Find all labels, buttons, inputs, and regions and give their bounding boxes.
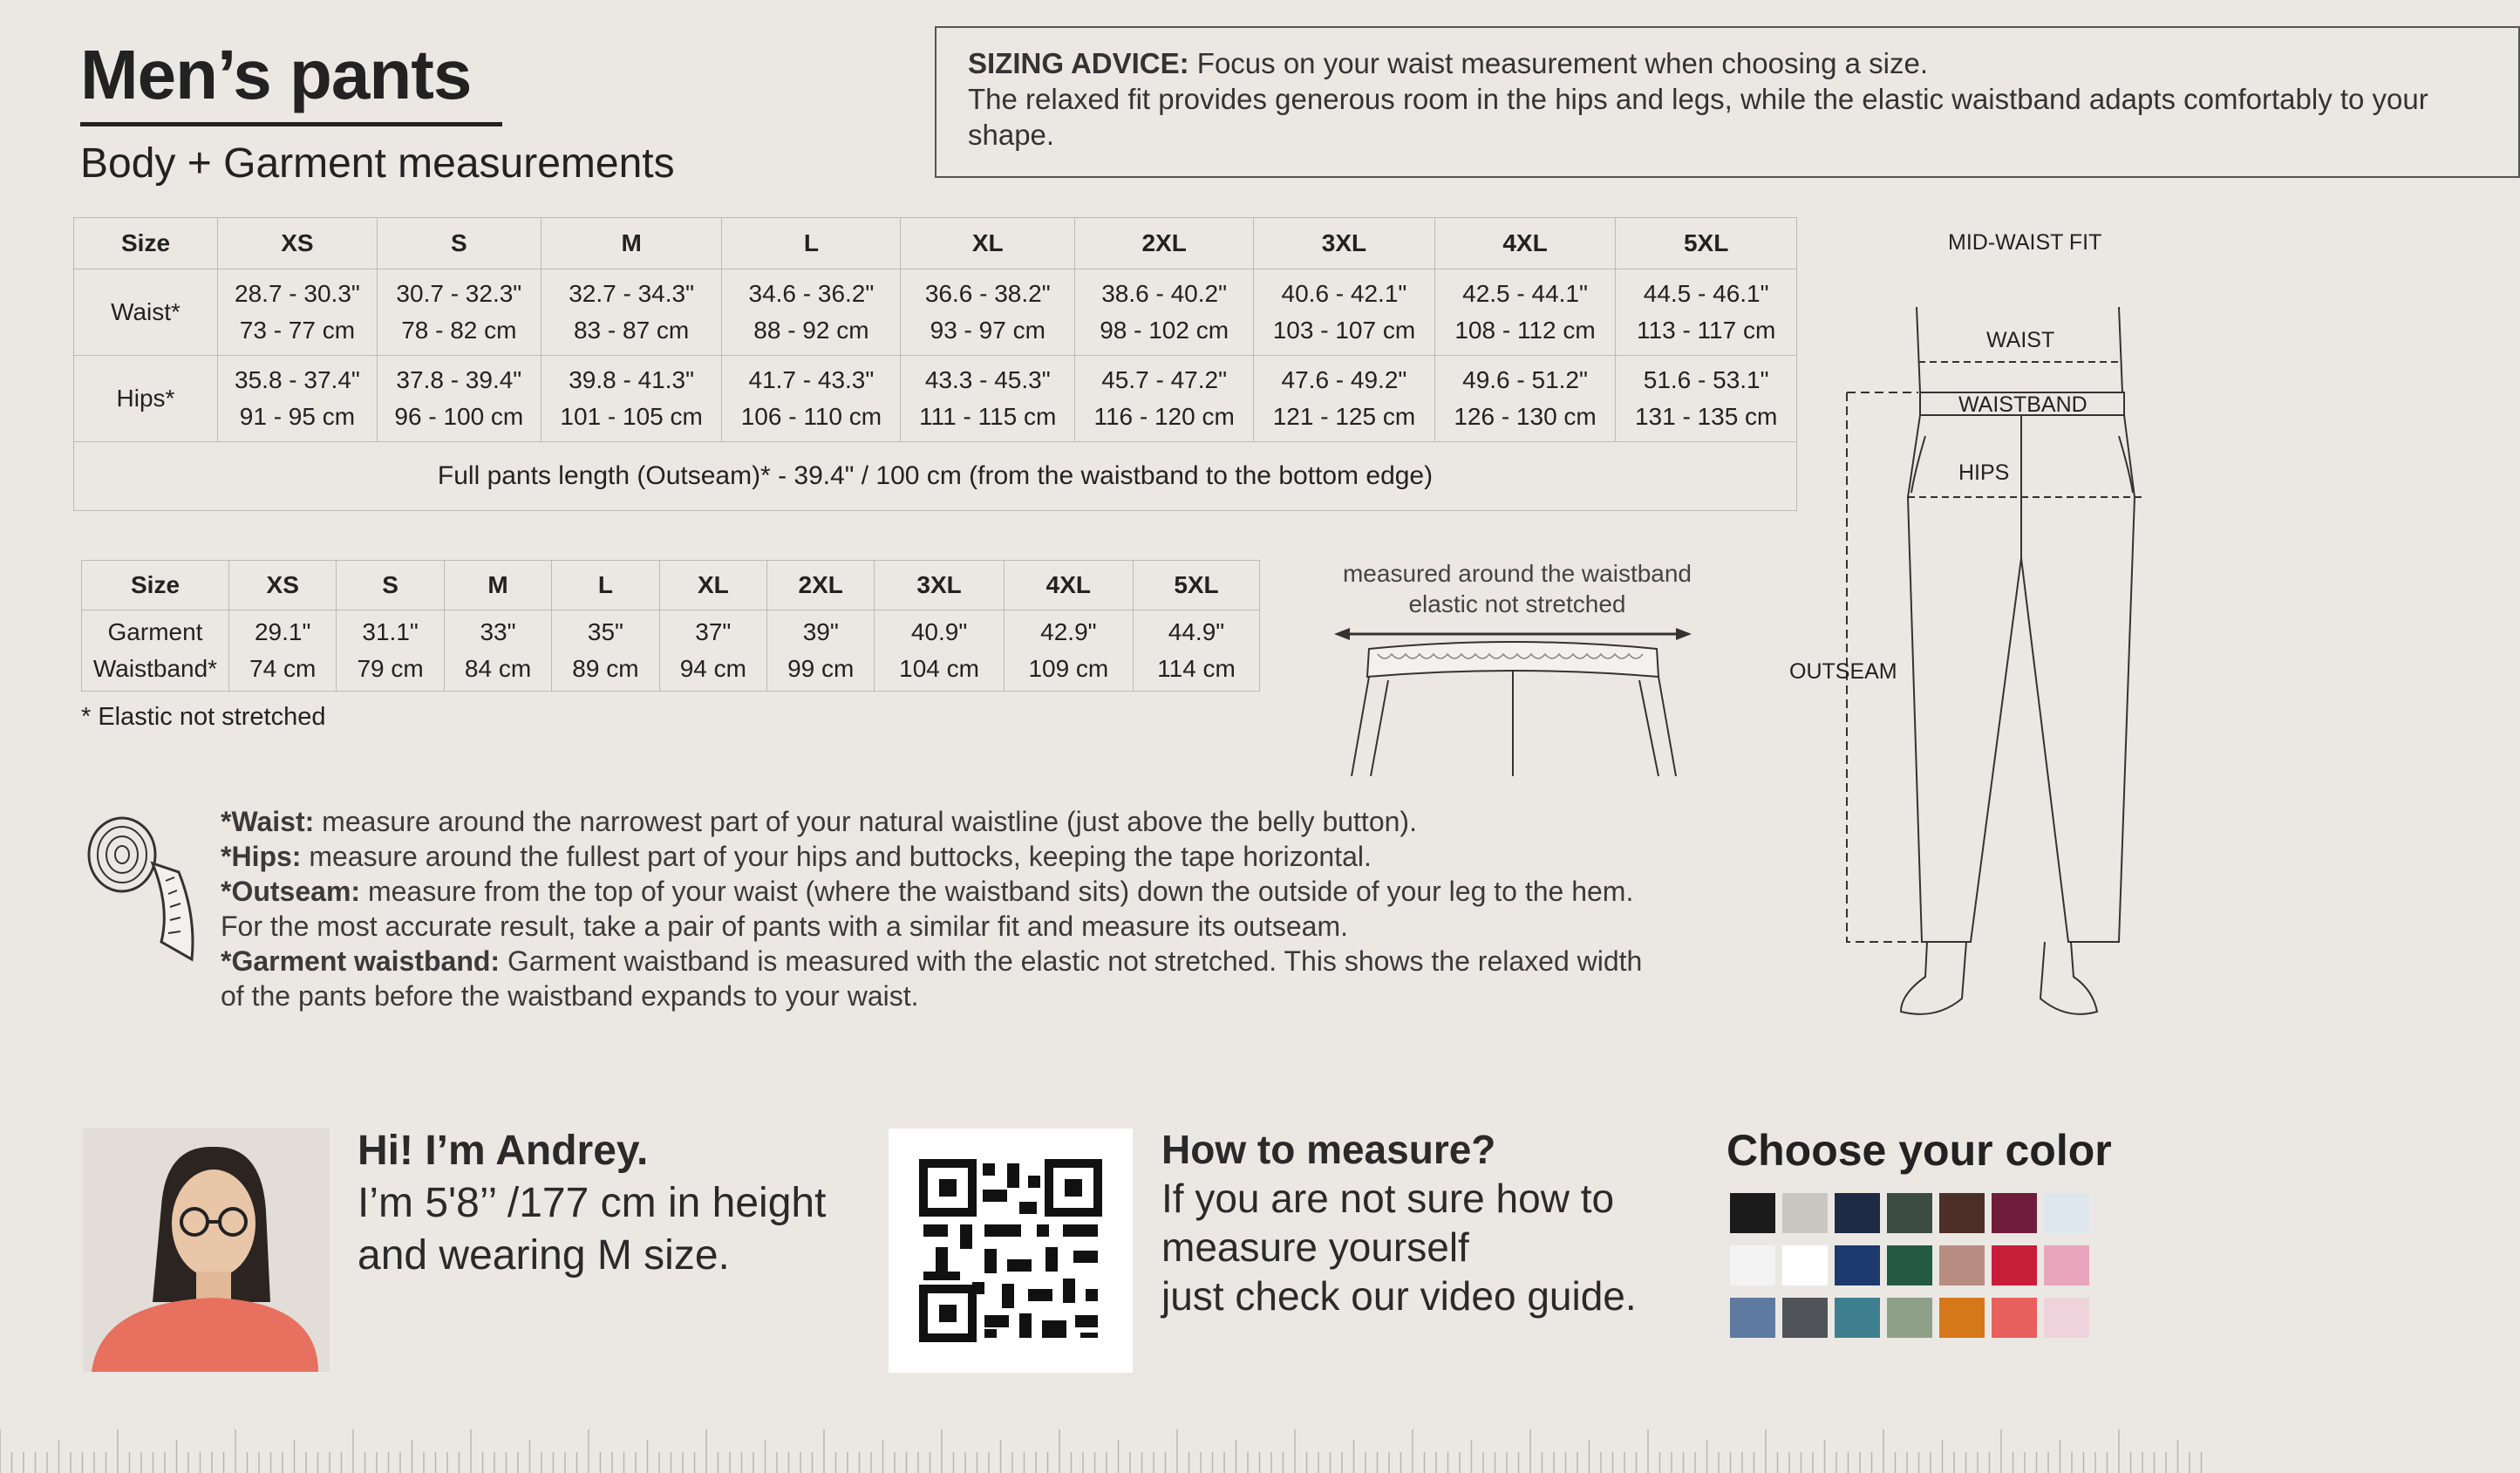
label-waist: WAIST bbox=[1986, 328, 2055, 352]
sizing-advice-box bbox=[935, 26, 2520, 178]
model-intro: Hi! I’m Andrey. I’m 5'8’’ /177 cm in height and wearing M size. bbox=[358, 1128, 827, 1279]
size-col-l: L bbox=[722, 218, 901, 269]
table-cell: 44.5 - 46.1" 113 - 117 cm bbox=[1616, 269, 1797, 356]
color-swatch[interactable] bbox=[1992, 1193, 2037, 1233]
color-swatch[interactable] bbox=[1782, 1193, 1828, 1233]
size-col-3xl: 3XL bbox=[875, 561, 1004, 610]
size-col-5xl: 5XL bbox=[1616, 218, 1797, 269]
color-swatch[interactable] bbox=[1939, 1193, 1985, 1233]
row-label-hips: Hips* bbox=[74, 356, 218, 442]
def-garment-label: *Garment waistband: bbox=[221, 945, 501, 977]
table-cell: 39" 99 cm bbox=[767, 610, 875, 692]
color-swatch[interactable] bbox=[2044, 1298, 2089, 1338]
table-cell: 36.6 - 38.2" 93 - 97 cm bbox=[901, 269, 1075, 356]
measurement-definitions: *Waist: measure around the narrowest part of your natural waistline (just above the belly button). *Hips: measure around the fullest part of your hips and buttocks, keeping the tape horizontal. *Outseam: measure from the top of your waist (where the waistband sits) down the outside of your leg to the hem. For the most accurate result, take a pair of pants with a similar fit and measure its outseam. *Garment waistband: Garment waistband is measured with the elastic not stretched. This shows the relaxed width of the pants before the waistband expands to your waist. bbox=[221, 806, 1643, 1012]
table-cell: 51.6 - 53.1" 131 - 135 cm bbox=[1616, 356, 1797, 442]
color-swatch[interactable] bbox=[2044, 1193, 2089, 1233]
advice-label: SIZING ADVICE: bbox=[968, 47, 1189, 79]
table-cell: 34.6 - 36.2" 88 - 92 cm bbox=[722, 269, 901, 356]
title-underline bbox=[80, 122, 502, 126]
table-cell: 37" 94 cm bbox=[659, 610, 766, 692]
size-col-l: L bbox=[552, 561, 659, 610]
table-cell: 37.8 - 39.4" 96 - 100 cm bbox=[377, 356, 541, 442]
size-col-xs: XS bbox=[229, 561, 337, 610]
full-length-note: Full pants length (Outseam)* - 39.4" / 100 cm (from the waistband to the bottom edge) bbox=[74, 442, 1797, 511]
color-swatch[interactable] bbox=[1887, 1298, 1932, 1338]
table-cell: 39.8 - 41.3" 101 - 105 cm bbox=[541, 356, 722, 442]
page-subtitle: Body + Garment measurements bbox=[80, 140, 675, 187]
waistband-illustration bbox=[1334, 619, 1700, 785]
table-cell: 42.9" 109 cm bbox=[1004, 610, 1133, 692]
def-waist-label: *Waist: bbox=[221, 806, 315, 837]
size-col-s: S bbox=[337, 561, 444, 610]
table-cell: 29.1" 74 cm bbox=[229, 610, 337, 692]
size-col-5xl: 5XL bbox=[1134, 561, 1260, 610]
table-cell: 45.7 - 47.2" 116 - 120 cm bbox=[1075, 356, 1254, 442]
table-cell: 40.9" 104 cm bbox=[875, 610, 1004, 692]
color-swatch[interactable] bbox=[1887, 1193, 1932, 1233]
garment-waistband-table bbox=[81, 560, 1260, 692]
def-outseam-label: *Outseam: bbox=[221, 876, 361, 907]
table-cell: 42.5 - 44.1" 108 - 112 cm bbox=[1434, 269, 1616, 356]
label-mid-waist-fit: MID-WAIST FIT bbox=[1948, 230, 2102, 255]
table-row bbox=[82, 610, 1260, 692]
color-swatch[interactable] bbox=[2044, 1245, 2089, 1285]
size-col-xl: XL bbox=[901, 218, 1075, 269]
footnote: * Elastic not stretched bbox=[81, 703, 326, 731]
table-cell: 43.3 - 45.3" 111 - 115 cm bbox=[901, 356, 1075, 442]
table-cell: 38.6 - 40.2" 98 - 102 cm bbox=[1075, 269, 1254, 356]
size-col-s: S bbox=[377, 218, 541, 269]
def-hips-label: *Hips: bbox=[221, 841, 302, 872]
color-swatch[interactable] bbox=[1835, 1298, 1880, 1338]
page-title: Men’s pants bbox=[80, 36, 472, 113]
table-cell: 35" 89 cm bbox=[552, 610, 659, 692]
label-hips: HIPS bbox=[1958, 460, 2010, 485]
table-cell: 28.7 - 30.3" 73 - 77 cm bbox=[218, 269, 378, 356]
body-measurements-table bbox=[73, 217, 1797, 511]
table-cell: 44.9" 114 cm bbox=[1134, 610, 1260, 692]
color-swatch[interactable] bbox=[1887, 1245, 1932, 1285]
advice-line1: Focus on your waist measurement when choosing a size. bbox=[1188, 47, 1929, 79]
size-col-3xl: 3XL bbox=[1254, 218, 1435, 269]
qr-code[interactable] bbox=[889, 1129, 1133, 1373]
table-cell: 40.6 - 42.1" 103 - 107 cm bbox=[1254, 269, 1435, 356]
size-col-4xl: 4XL bbox=[1004, 561, 1133, 610]
ruler-decoration bbox=[0, 1404, 2210, 1473]
advice-line2: The relaxed fit provides generous room in the hips and legs, while the elastic waistband adapts comfortably to your shape. bbox=[968, 83, 2428, 151]
label-waistband: WAISTBAND bbox=[1958, 392, 2088, 417]
size-header: Size bbox=[74, 218, 218, 269]
color-swatch[interactable] bbox=[1992, 1298, 2037, 1338]
howto-title: How to measure? bbox=[1161, 1127, 1496, 1172]
table-row bbox=[74, 269, 1797, 356]
color-swatch[interactable] bbox=[1782, 1298, 1828, 1338]
table-cell: 33" 84 cm bbox=[444, 610, 551, 692]
table-cell: 35.8 - 37.4" 91 - 95 cm bbox=[218, 356, 378, 442]
color-swatch[interactable] bbox=[1730, 1245, 1775, 1285]
how-to-measure: How to measure? If you are not sure how to measure yourself just check our video guide. bbox=[1161, 1127, 1637, 1319]
row-label-waist: Waist* bbox=[74, 269, 218, 356]
color-swatch[interactable] bbox=[1835, 1245, 1880, 1285]
color-swatch[interactable] bbox=[1730, 1193, 1775, 1233]
size-col-xs: XS bbox=[218, 218, 378, 269]
color-section-title: Choose your color bbox=[1727, 1126, 2112, 1175]
row-label-garment-waistband: Garment Waistband* bbox=[82, 610, 229, 692]
size-col-m: M bbox=[541, 218, 722, 269]
color-swatch[interactable] bbox=[1992, 1245, 2037, 1285]
size-col-4xl: 4XL bbox=[1434, 218, 1616, 269]
color-swatch[interactable] bbox=[1939, 1298, 1985, 1338]
table-row bbox=[74, 356, 1797, 442]
color-swatch-grid bbox=[1730, 1193, 2096, 1338]
tape-measure-icon bbox=[83, 811, 196, 968]
table-cell: 49.6 - 51.2" 126 - 130 cm bbox=[1434, 356, 1616, 442]
table-cell: 47.6 - 49.2" 121 - 125 cm bbox=[1254, 356, 1435, 442]
table-cell: 32.7 - 34.3" 83 - 87 cm bbox=[541, 269, 722, 356]
label-outseam: OUTSEAM bbox=[1789, 659, 1897, 684]
size-header: Size bbox=[82, 561, 229, 610]
intro-name: Hi! I’m Andrey. bbox=[358, 1128, 649, 1174]
table-cell: 30.7 - 32.3" 78 - 82 cm bbox=[377, 269, 541, 356]
size-col-xl: XL bbox=[659, 561, 766, 610]
table-cell: 41.7 - 43.3" 106 - 110 cm bbox=[722, 356, 901, 442]
waistband-caption: measured around the waistband elastic not stretched bbox=[1342, 560, 1692, 617]
size-col-2xl: 2XL bbox=[767, 561, 875, 610]
model-photo bbox=[83, 1128, 330, 1372]
table-cell: 31.1" 79 cm bbox=[337, 610, 444, 692]
color-swatch[interactable] bbox=[1782, 1245, 1828, 1285]
size-col-m: M bbox=[444, 561, 551, 610]
size-col-2xl: 2XL bbox=[1075, 218, 1254, 269]
color-swatch[interactable] bbox=[1835, 1193, 1880, 1233]
color-swatch[interactable] bbox=[1730, 1298, 1775, 1338]
color-swatch[interactable] bbox=[1939, 1245, 1985, 1285]
